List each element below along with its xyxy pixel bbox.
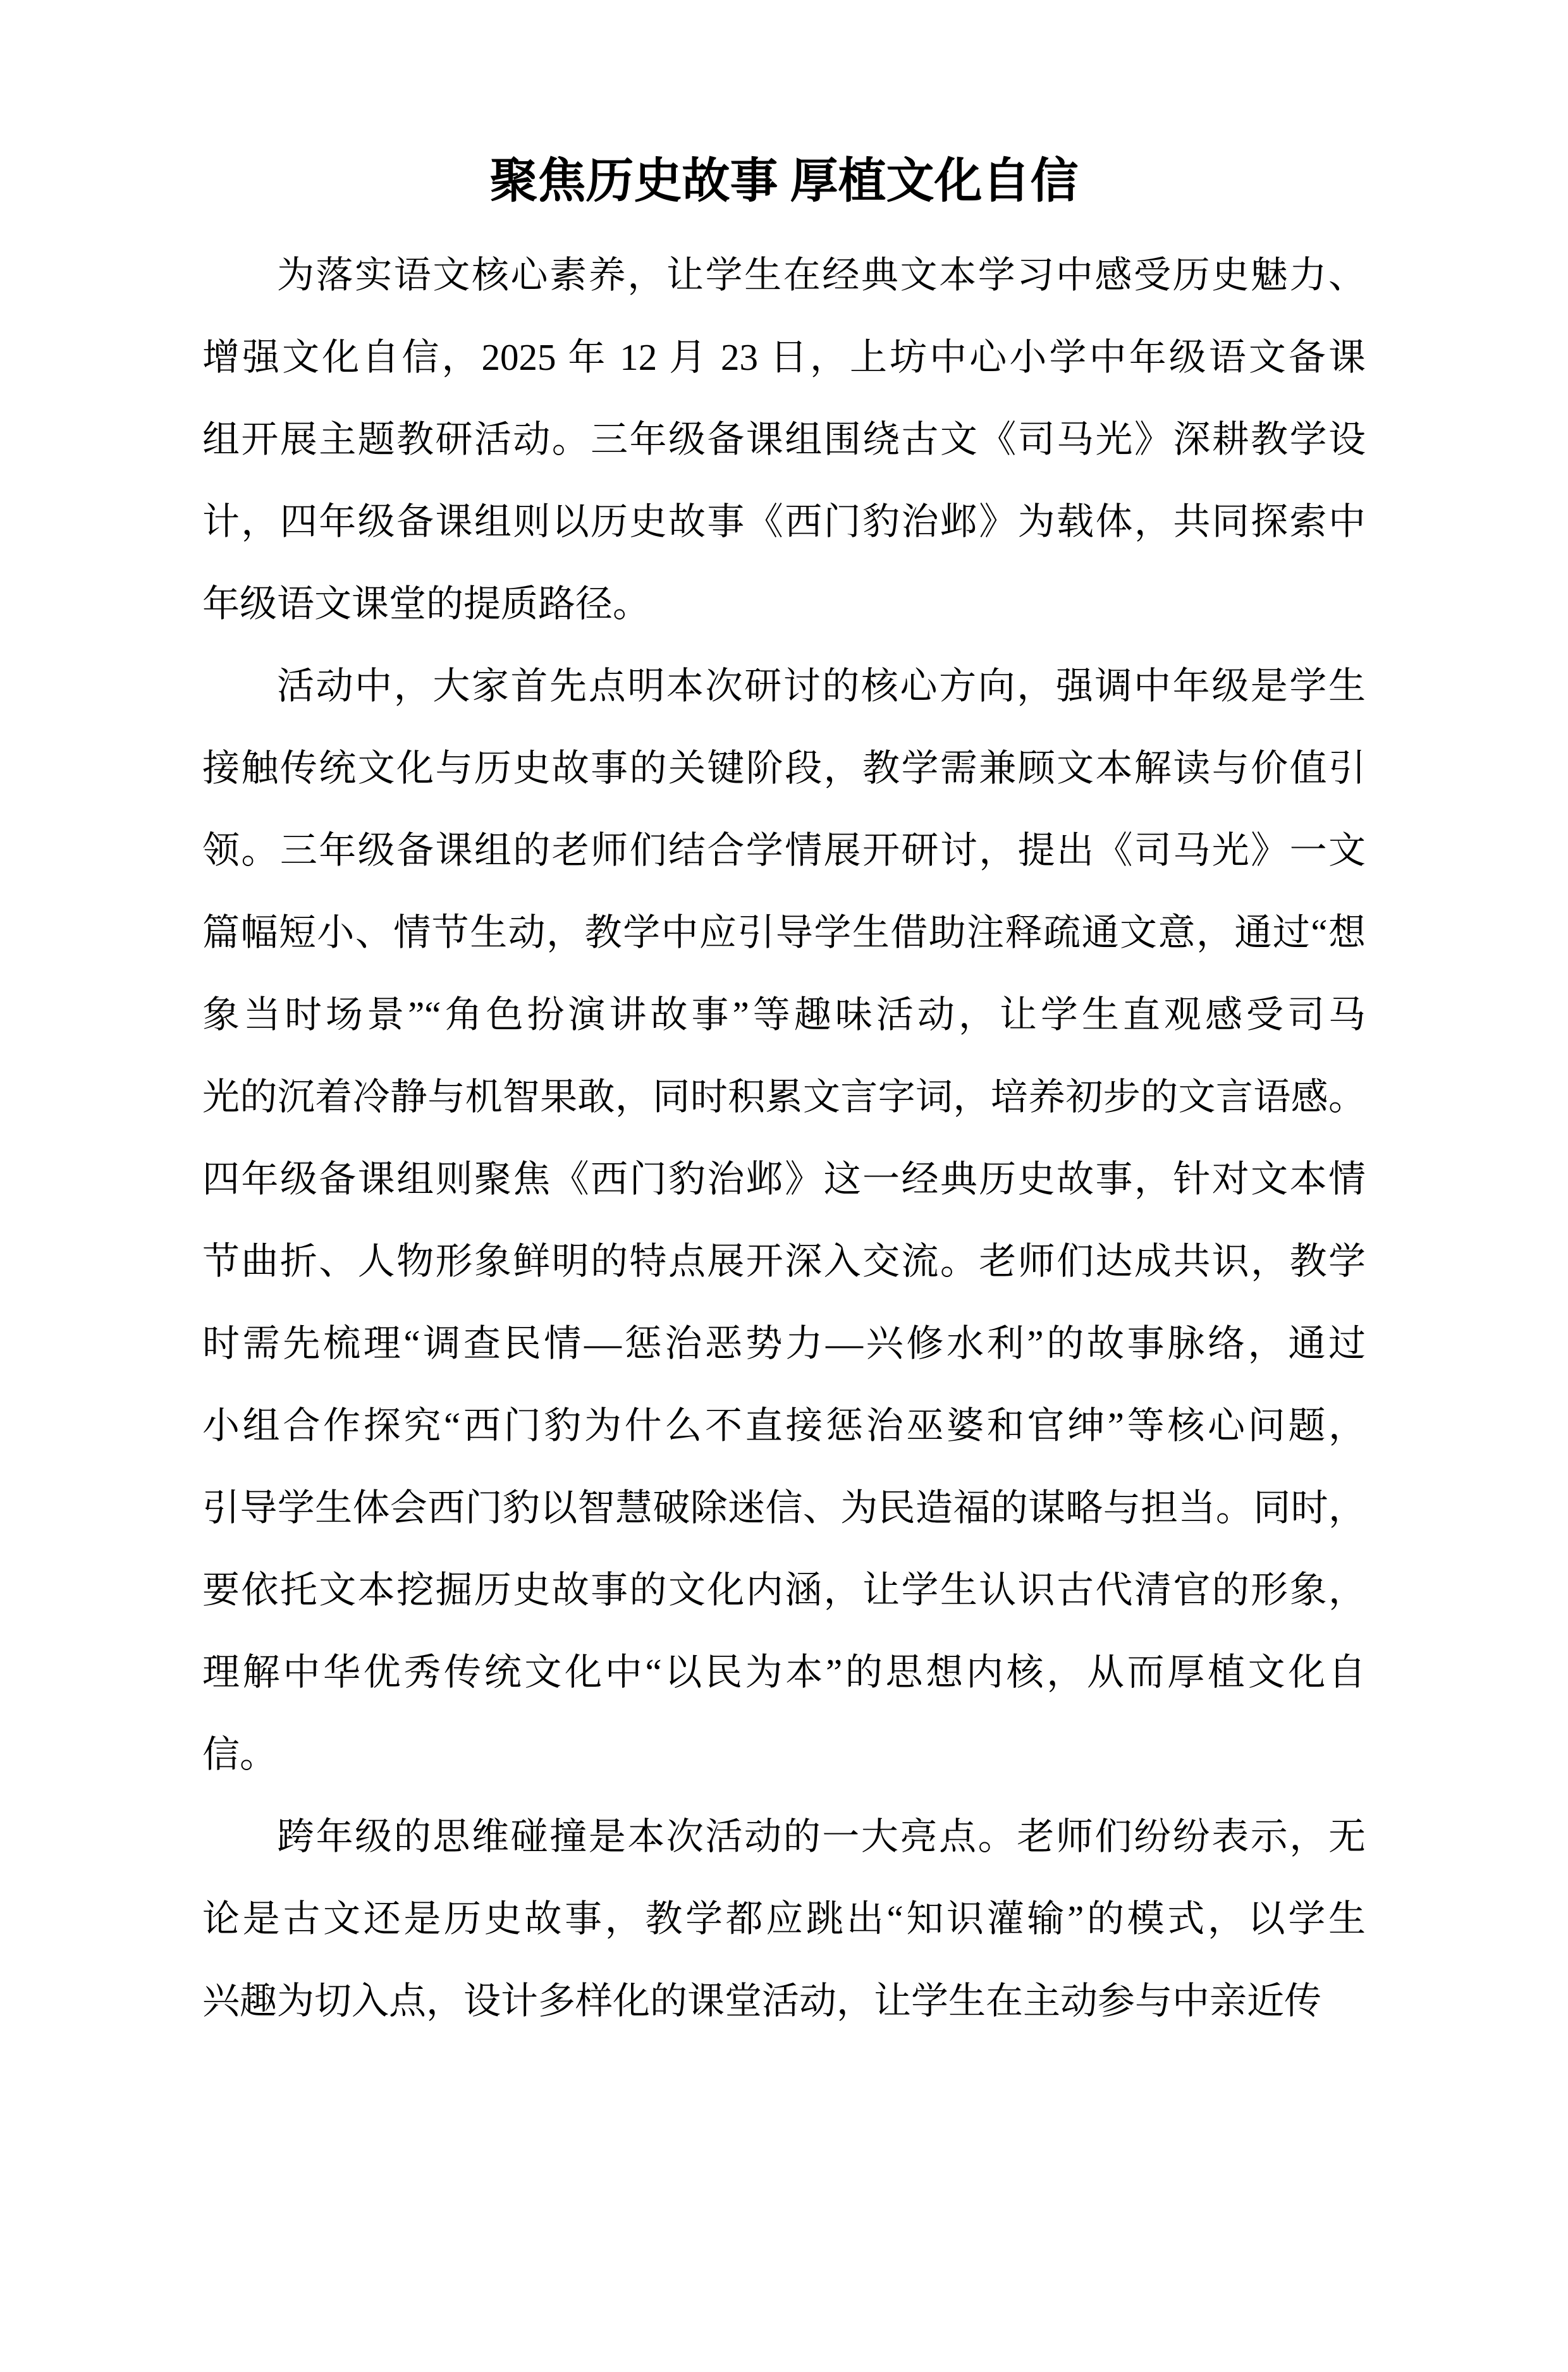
text-line: 引导学生体会西门豹以智慧破除迷信、为民造福的谋略与担当。同时， <box>202 1487 1366 1529</box>
text-line: 小组合作探究“西门豹为什么不直接惩治巫婆和官绅”等核心问题， <box>202 1405 1366 1446</box>
document-title: 聚焦历史故事 厚植文化自信 <box>489 155 1079 208</box>
text-line: 兴趣为切入点，设计多样化的课堂活动，让学生在主动参与中亲近传 <box>202 1980 1322 2022</box>
text-line: 信。 <box>202 1733 278 1775</box>
text-line: 时需先梳理“调查民情—惩治恶势力—兴修水利”的故事脉络，通过 <box>202 1323 1366 1364</box>
text-line: 四年级备课组则聚焦《西门豹治邺》这一经典历史故事，针对文本情 <box>202 1158 1366 1200</box>
text-line: 篇幅短小、情节生动，教学中应引导学生借助注释疏通文意，通过“想 <box>202 912 1366 953</box>
paragraph <box>202 1795 1366 2042</box>
text-line: 年级语文课堂的提质路径。 <box>202 583 651 625</box>
text-line: 计，四年级备课组则以历史故事《西门豹治邺》为载体，共同探索中 <box>202 501 1366 542</box>
paragraph <box>202 234 1366 645</box>
text-line: 领。三年级备课组的老师们结合学情展开研讨，提出《司马光》一文 <box>202 829 1366 871</box>
text-line: 光的沉着冷静与机智果敢，同时积累文言字词，培养初步的文言语感。 <box>202 1076 1366 1118</box>
text-line: 理解中华优秀传统文化中“以民为本”的思想内核，从而厚植文化自 <box>202 1651 1366 1693</box>
text-line: 要依托文本挖掘历史故事的文化内涵，让学生认识古代清官的形象， <box>202 1569 1366 1611</box>
text-line: 为落实语文核心素养，让学生在经典文本学习中感受历史魅力、 <box>277 254 1366 296</box>
paragraph <box>202 645 1366 1795</box>
page <box>0 155 1568 2372</box>
text-line: 增强文化自信，2025 年 12 月 23 日，上坊中心小学中年级语文备课 <box>202 336 1366 378</box>
text-line: 跨年级的思维碰撞是本次活动的一大亮点。老师们纷纷表示，无 <box>277 1816 1366 1857</box>
text-line: 象当时场景”“角色扮演讲故事”等趣味活动，让学生直观感受司马 <box>202 994 1366 1036</box>
text-line: 节曲折、人物形象鲜明的特点展开深入交流。老师们达成共识，教学 <box>202 1240 1366 1282</box>
document-body <box>202 234 1366 2042</box>
text-line: 活动中，大家首先点明本次研讨的核心方向，强调中年级是学生 <box>277 665 1366 707</box>
text-line: 接触传统文化与历史故事的关键阶段，教学需兼顾文本解读与价值引 <box>202 747 1366 789</box>
text-line: 论是古文还是历史故事，教学都应跳出“知识灌输”的模式，以学生 <box>202 1898 1366 1940</box>
text-line: 组开展主题教研活动。三年级备课组围绕古文《司马光》深耕教学设 <box>202 419 1366 460</box>
